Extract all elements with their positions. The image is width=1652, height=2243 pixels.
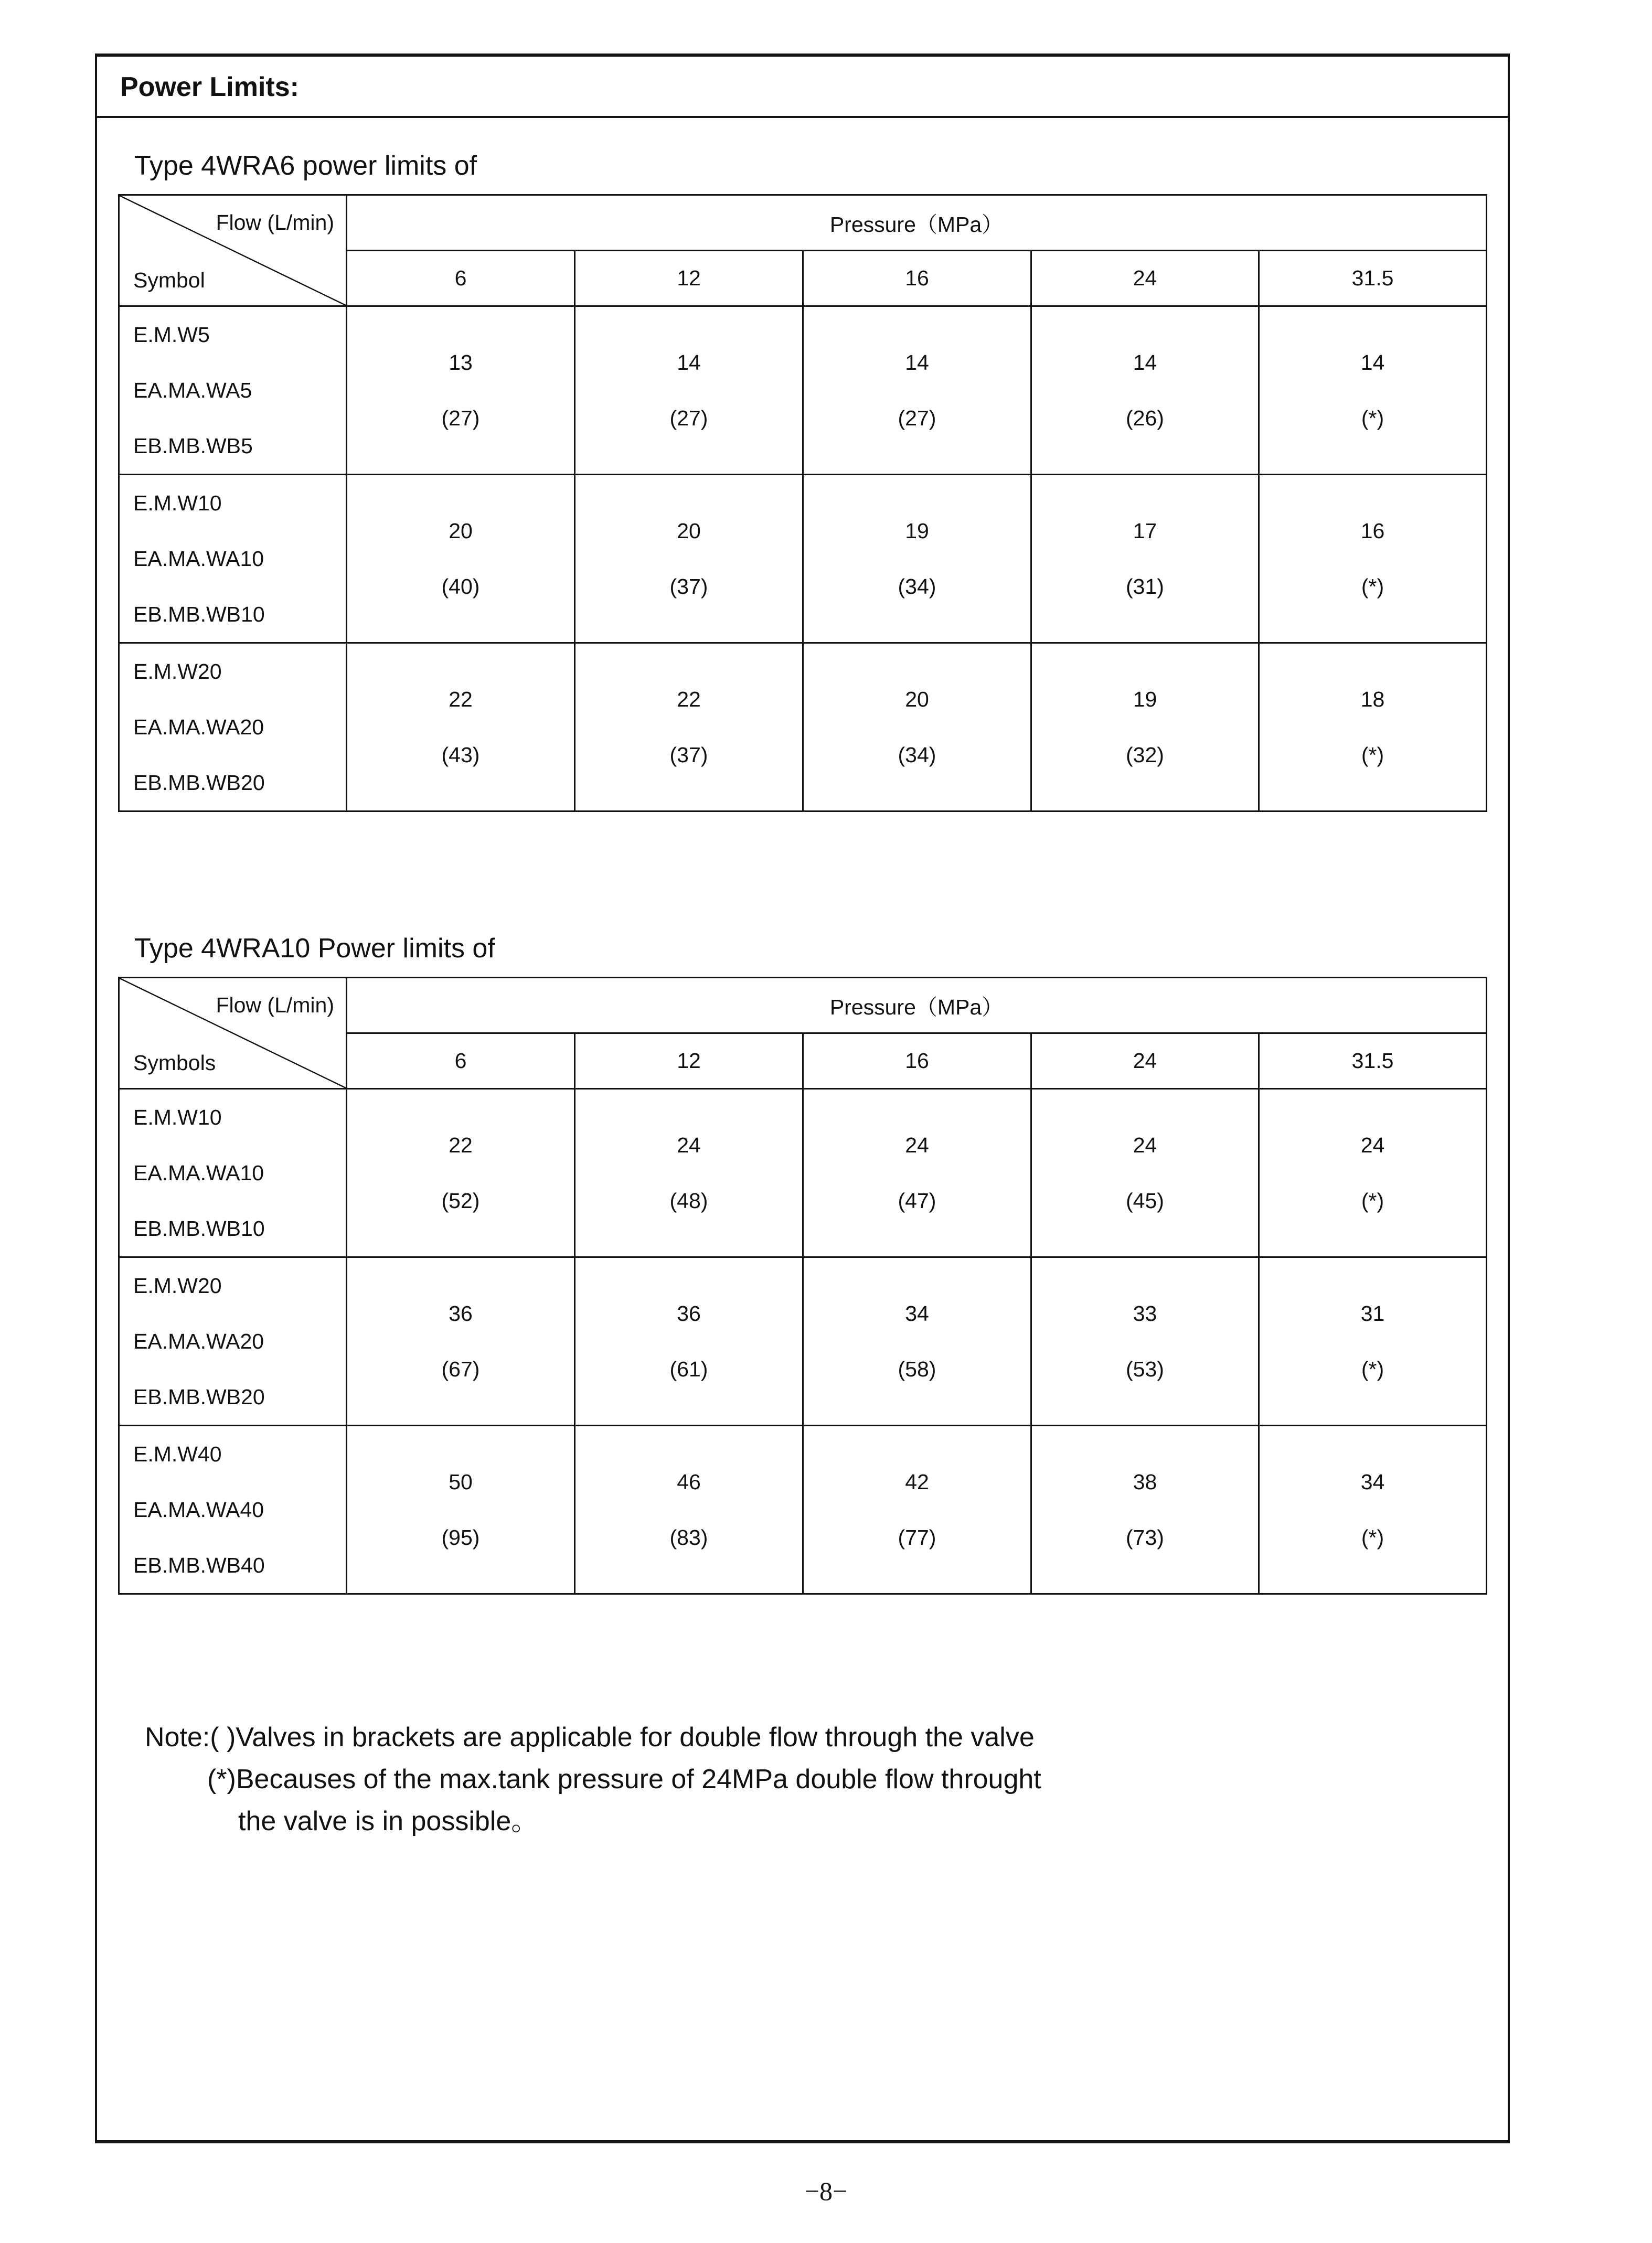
value-cell: [575, 1426, 803, 1594]
symbol-cell: [119, 1426, 347, 1594]
note-line-2: (*)Becauses of the max.tank pressure of 24MPa double flow throught: [207, 1764, 1041, 1795]
pressure-header: Pressure（MPa）: [347, 978, 1487, 1033]
single-flow-value: 24: [677, 1133, 701, 1157]
double-flow-value: (*): [1361, 1357, 1384, 1381]
corner-cell: [119, 195, 347, 306]
single-flow-value: 22: [449, 1133, 473, 1157]
value-cell: [1031, 475, 1259, 643]
value-cell: [575, 475, 803, 643]
symbol-code: EB.MB.WB20: [133, 1385, 265, 1409]
single-flow-value: 50: [449, 1470, 473, 1494]
value-cell: [1031, 1089, 1259, 1257]
double-flow-value: (34): [898, 574, 936, 599]
symbol-cell: [119, 1089, 347, 1257]
table-row: [119, 475, 1487, 643]
symbol-cell: [119, 475, 347, 643]
symbol-code: EA.MA.WA5: [133, 378, 252, 402]
symbol-code: E.M.W40: [133, 1442, 222, 1466]
value-cell: [575, 643, 803, 811]
double-flow-value: (37): [669, 574, 708, 599]
symbol-code: EA.MA.WA10: [133, 1161, 264, 1185]
double-flow-value: (53): [1126, 1357, 1164, 1381]
value-cell: [1259, 1426, 1487, 1594]
double-flow-value: (47): [898, 1189, 936, 1213]
single-flow-value: 24: [1133, 1133, 1157, 1157]
value-cell: [1031, 1426, 1259, 1594]
double-flow-value: (95): [441, 1525, 480, 1550]
single-flow-value: 20: [449, 519, 473, 543]
value-cell: [347, 1089, 575, 1257]
value-cell: [803, 643, 1031, 811]
value-cell: [575, 306, 803, 475]
symbol-code: E.M.W20: [133, 1274, 222, 1298]
table-1-title: Type 4WRA6 power limits of: [134, 151, 477, 181]
double-flow-value: (*): [1361, 1525, 1384, 1550]
value-cell: [575, 1257, 803, 1426]
value-cell: [1031, 1257, 1259, 1426]
notes: [145, 1716, 1041, 1842]
single-flow-value: 20: [905, 687, 929, 711]
double-flow-value: (73): [1126, 1525, 1164, 1550]
double-flow-value: (31): [1126, 574, 1164, 599]
table-row: [119, 643, 1487, 811]
value-cell: [1031, 306, 1259, 475]
value-cell: [347, 1257, 575, 1426]
symbol-label: Symbol: [133, 268, 205, 292]
symbol-code: EB.MB.WB10: [133, 1216, 265, 1241]
table-2-title: Type 4WRA10 Power limits of: [134, 933, 495, 964]
single-flow-value: 24: [905, 1133, 929, 1157]
pressure-value: 16: [803, 1033, 1031, 1089]
value-cell: [1259, 1089, 1487, 1257]
table-row: [119, 1089, 1487, 1257]
symbol-cell: [119, 643, 347, 811]
single-flow-value: 16: [1360, 519, 1385, 543]
single-flow-value: 14: [1360, 350, 1385, 375]
pressure-value: 24: [1031, 251, 1259, 306]
symbol-label: Symbols: [133, 1051, 216, 1075]
flow-label: Flow (L/min): [216, 210, 334, 234]
single-flow-value: 19: [1133, 687, 1157, 711]
single-flow-value: 36: [449, 1301, 473, 1326]
note-line-3: the valve is in possible。: [238, 1806, 539, 1836]
pressure-value: 31.5: [1259, 251, 1487, 306]
double-flow-value: (*): [1361, 1189, 1384, 1213]
symbol-code: E.M.W10: [133, 491, 222, 515]
symbol-code: EB.MB.WB40: [133, 1553, 265, 1577]
single-flow-value: 22: [449, 687, 473, 711]
table-row: [119, 306, 1487, 475]
value-cell: [803, 1426, 1031, 1594]
pressure-value: 12: [575, 251, 803, 306]
page-title: Power Limits:: [120, 72, 299, 102]
value-cell: [1259, 306, 1487, 475]
header-row-pressure: [119, 978, 1487, 1033]
single-flow-value: 24: [1360, 1133, 1385, 1157]
value-cell: [347, 475, 575, 643]
single-flow-value: 18: [1360, 687, 1385, 711]
double-flow-value: (40): [441, 574, 480, 599]
double-flow-value: (48): [669, 1189, 708, 1213]
double-flow-value: (26): [1126, 406, 1164, 430]
value-cell: [803, 1089, 1031, 1257]
symbol-code: E.M.W20: [133, 659, 222, 683]
double-flow-value: (37): [669, 743, 708, 767]
single-flow-value: 19: [905, 519, 929, 543]
double-flow-value: (61): [669, 1357, 708, 1381]
flow-label: Flow (L/min): [216, 993, 334, 1017]
value-cell: [347, 306, 575, 475]
single-flow-value: 36: [677, 1301, 701, 1326]
double-flow-value: (52): [441, 1189, 480, 1213]
single-flow-value: 46: [677, 1470, 701, 1494]
value-cell: [803, 306, 1031, 475]
corner-cell: [119, 978, 347, 1089]
pressure-value: 6: [347, 1033, 575, 1089]
single-flow-value: 14: [677, 350, 701, 375]
single-flow-value: 22: [677, 687, 701, 711]
single-flow-value: 13: [449, 350, 473, 375]
pressure-value: 31.5: [1259, 1033, 1487, 1089]
single-flow-value: 20: [677, 519, 701, 543]
symbol-code: E.M.W10: [133, 1105, 222, 1129]
double-flow-value: (83): [669, 1525, 708, 1550]
single-flow-value: 14: [1133, 350, 1157, 375]
symbol-code: EA.MA.WA20: [133, 1329, 264, 1353]
double-flow-value: (27): [898, 406, 936, 430]
value-cell: [803, 475, 1031, 643]
double-flow-value: (34): [898, 743, 936, 767]
single-flow-value: 38: [1133, 1470, 1157, 1494]
pressure-value: 12: [575, 1033, 803, 1089]
note-line-1: Note:( )Valves in brackets are applicable for double flow through the valve: [145, 1722, 1035, 1753]
power-limits-table-4wra6: [118, 194, 1487, 812]
page-number: −8−: [804, 2176, 848, 2206]
table-row: [119, 1426, 1487, 1594]
symbol-code: E.M.W5: [133, 323, 210, 347]
pressure-value: 6: [347, 251, 575, 306]
symbol-code: EA.MA.WA20: [133, 715, 264, 739]
pressure-value: 24: [1031, 1033, 1259, 1089]
double-flow-value: (77): [898, 1525, 936, 1550]
single-flow-value: 42: [905, 1470, 929, 1494]
table-row: [119, 1257, 1487, 1426]
single-flow-value: 33: [1133, 1301, 1157, 1326]
single-flow-value: 34: [905, 1301, 929, 1326]
single-flow-value: 31: [1360, 1301, 1385, 1326]
value-cell: [347, 643, 575, 811]
double-flow-value: (27): [669, 406, 708, 430]
double-flow-value: (*): [1361, 574, 1384, 599]
single-flow-value: 34: [1360, 1470, 1385, 1494]
symbol-code: EB.MB.WB20: [133, 771, 265, 795]
value-cell: [1259, 475, 1487, 643]
value-cell: [347, 1426, 575, 1594]
symbol-cell: [119, 306, 347, 475]
value-cell: [1259, 643, 1487, 811]
double-flow-value: (67): [441, 1357, 480, 1381]
value-cell: [1031, 643, 1259, 811]
value-cell: [575, 1089, 803, 1257]
double-flow-value: (*): [1361, 743, 1384, 767]
symbol-code: EA.MA.WA40: [133, 1498, 264, 1522]
header-row-pressure: [119, 195, 1487, 251]
symbol-cell: [119, 1257, 347, 1426]
symbol-code: EB.MB.WB10: [133, 602, 265, 626]
double-flow-value: (43): [441, 743, 480, 767]
symbol-code: EA.MA.WA10: [133, 547, 264, 571]
double-flow-value: (*): [1361, 406, 1384, 430]
power-limits-table-4wra10: [118, 977, 1487, 1595]
pressure-header: Pressure（MPa）: [347, 195, 1487, 251]
single-flow-value: 14: [905, 350, 929, 375]
pressure-value: 16: [803, 251, 1031, 306]
header-bar: [97, 57, 1508, 118]
double-flow-value: (32): [1126, 743, 1164, 767]
symbol-code: EB.MB.WB5: [133, 434, 253, 458]
double-flow-value: (45): [1126, 1189, 1164, 1213]
single-flow-value: 17: [1133, 519, 1157, 543]
double-flow-value: (27): [441, 406, 480, 430]
value-cell: [1259, 1257, 1487, 1426]
double-flow-value: (58): [898, 1357, 936, 1381]
value-cell: [803, 1257, 1031, 1426]
